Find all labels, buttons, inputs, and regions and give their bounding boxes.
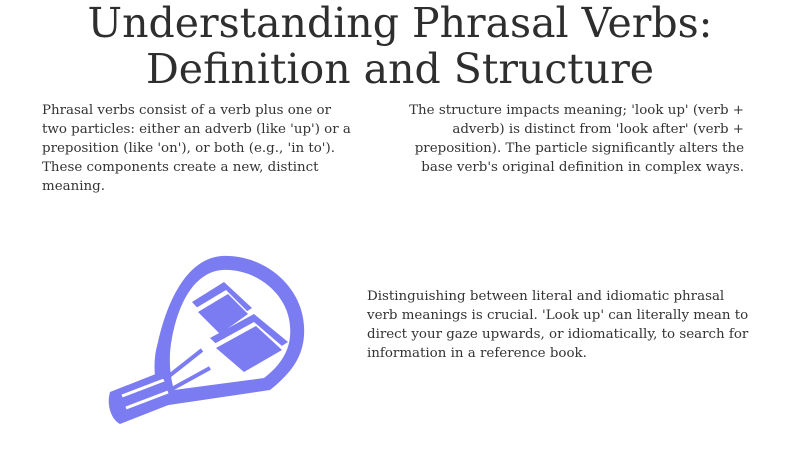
literal-idiomatic-paragraph: Distinguishing between literal and idiomatic phrasal verb meanings is crucial. 'Look up' can literally mean to direct your gaze upwards, or idiomatically, to search for information in a reference book.: [367, 289, 749, 361]
lightbulb-book-icon: [92, 250, 314, 425]
structure-paragraph: The structure impacts meaning; 'look up' (verb + adverb) is distinct from 'look after' (verb + preposition). The particle significantly alters the base verb's original definition in complex ways.: [409, 103, 744, 175]
title-line-2: Definition and Structure: [145, 45, 655, 93]
definition-paragraph: Phrasal verbs consist of a verb plus one or two particles: either an adverb (like 'up') or a preposition (like 'on'), or both (e.g., 'in to'). These components create a new, distinct meaning.: [42, 103, 351, 194]
page-title: [0, 0, 800, 92]
title-line-1: Understanding Phrasal Verbs:: [87, 0, 713, 47]
